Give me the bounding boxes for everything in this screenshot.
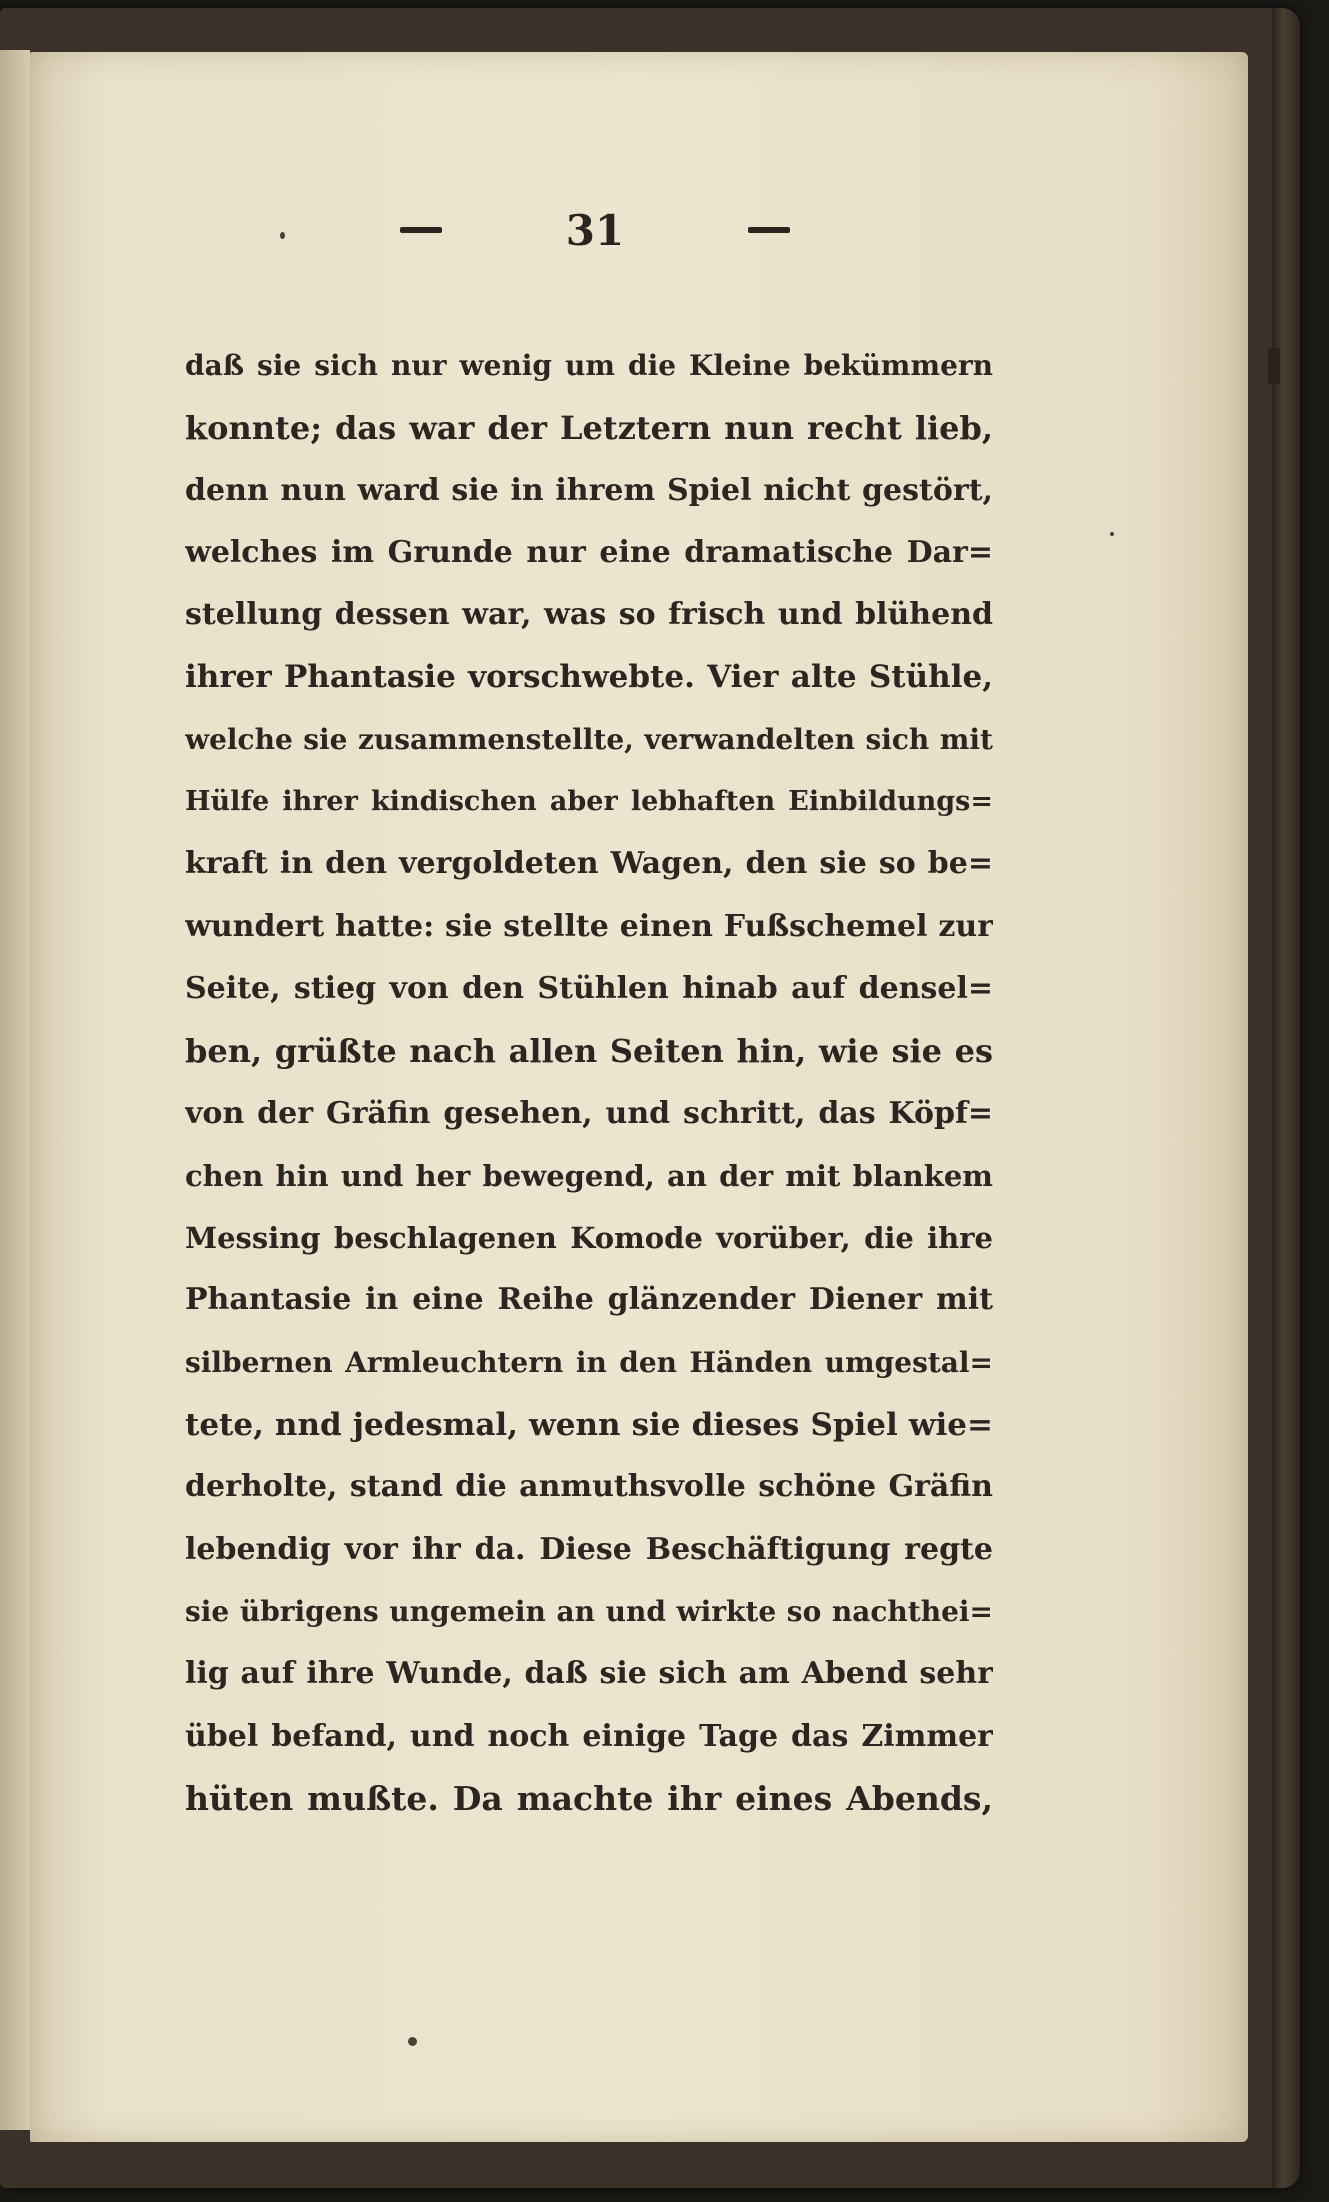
text-line: Messing beschlagenen Komode vorüber, die ihre [185, 1221, 993, 1256]
paper-speck [1110, 532, 1114, 536]
text-line: lebendig vor ihr da. Diese Beschäftigung regte [185, 1531, 993, 1567]
cover-edge [1272, 8, 1300, 2188]
text-line: denn nun ward sie in ihrem Spiel nicht gestört, [185, 472, 993, 508]
text-line: welches im Grunde nur eine dramatische Dar= [185, 534, 993, 570]
previous-page-edge [0, 50, 30, 2130]
text-line: übel befand, und noch einige Tage das Zimmer [185, 1718, 993, 1754]
binding-mark [1268, 348, 1280, 384]
paper-speck [280, 232, 285, 239]
text-line: Seite, stieg von den Stühlen hinab auf densel= [185, 970, 993, 1006]
text-line: konnte; das war der Letztern nun recht lieb, [185, 409, 993, 448]
text-line: sie übrigens ungemein an und wirkte so nachthei= [185, 1594, 993, 1628]
text-line: derholte, stand die anmuthsvolle schöne Gräfin [185, 1469, 993, 1505]
text-line: chen hin und her bewegend, an der mit blankem [185, 1158, 993, 1193]
header-dash-left [400, 227, 442, 233]
page-number: 31 [565, 205, 625, 255]
text-line: tete, nnd jedesmal, wenn sie dieses Spiel wie= [185, 1407, 993, 1444]
text-line: kraft in den vergoldeten Wagen, den sie so be= [185, 846, 993, 882]
header-dash-right [748, 227, 790, 233]
text-line: ihrer Phantasie vorschwebte. Vier alte Stühle, [185, 659, 993, 696]
body-text [185, 335, 993, 1830]
text-line: welche sie zusammenstellte, verwandelten sich mit [185, 722, 993, 756]
text-line: von der Gräfin gesehen, und schritt, das Köpf= [185, 1095, 993, 1131]
text-line: Hülfe ihrer kindischen aber lebhaften Einbildungs= [185, 786, 993, 818]
text-line: lig auf ihre Wunde, daß sie sich am Abend sehr [185, 1656, 993, 1692]
text-line: daß sie sich nur wenig um die Kleine bekümmern [185, 349, 993, 382]
paper-speck [408, 2037, 417, 2046]
text-line: wundert hatte: sie stellte einen Fußschemel zur [185, 908, 993, 944]
text-line: ben, grüßte nach allen Seiten hin, wie sie es [185, 1032, 993, 1071]
text-line: silbernen Armleuchtern in den Händen umgestal= [185, 1345, 993, 1379]
text-line: Phantasie in eine Reihe glänzender Diener mit [185, 1282, 993, 1318]
page-header [400, 195, 790, 265]
text-line: stellung dessen war, was so frisch und blühend [185, 597, 993, 633]
text-line: hüten mußte. Da machte ihr eines Abends, [185, 1778, 993, 1818]
